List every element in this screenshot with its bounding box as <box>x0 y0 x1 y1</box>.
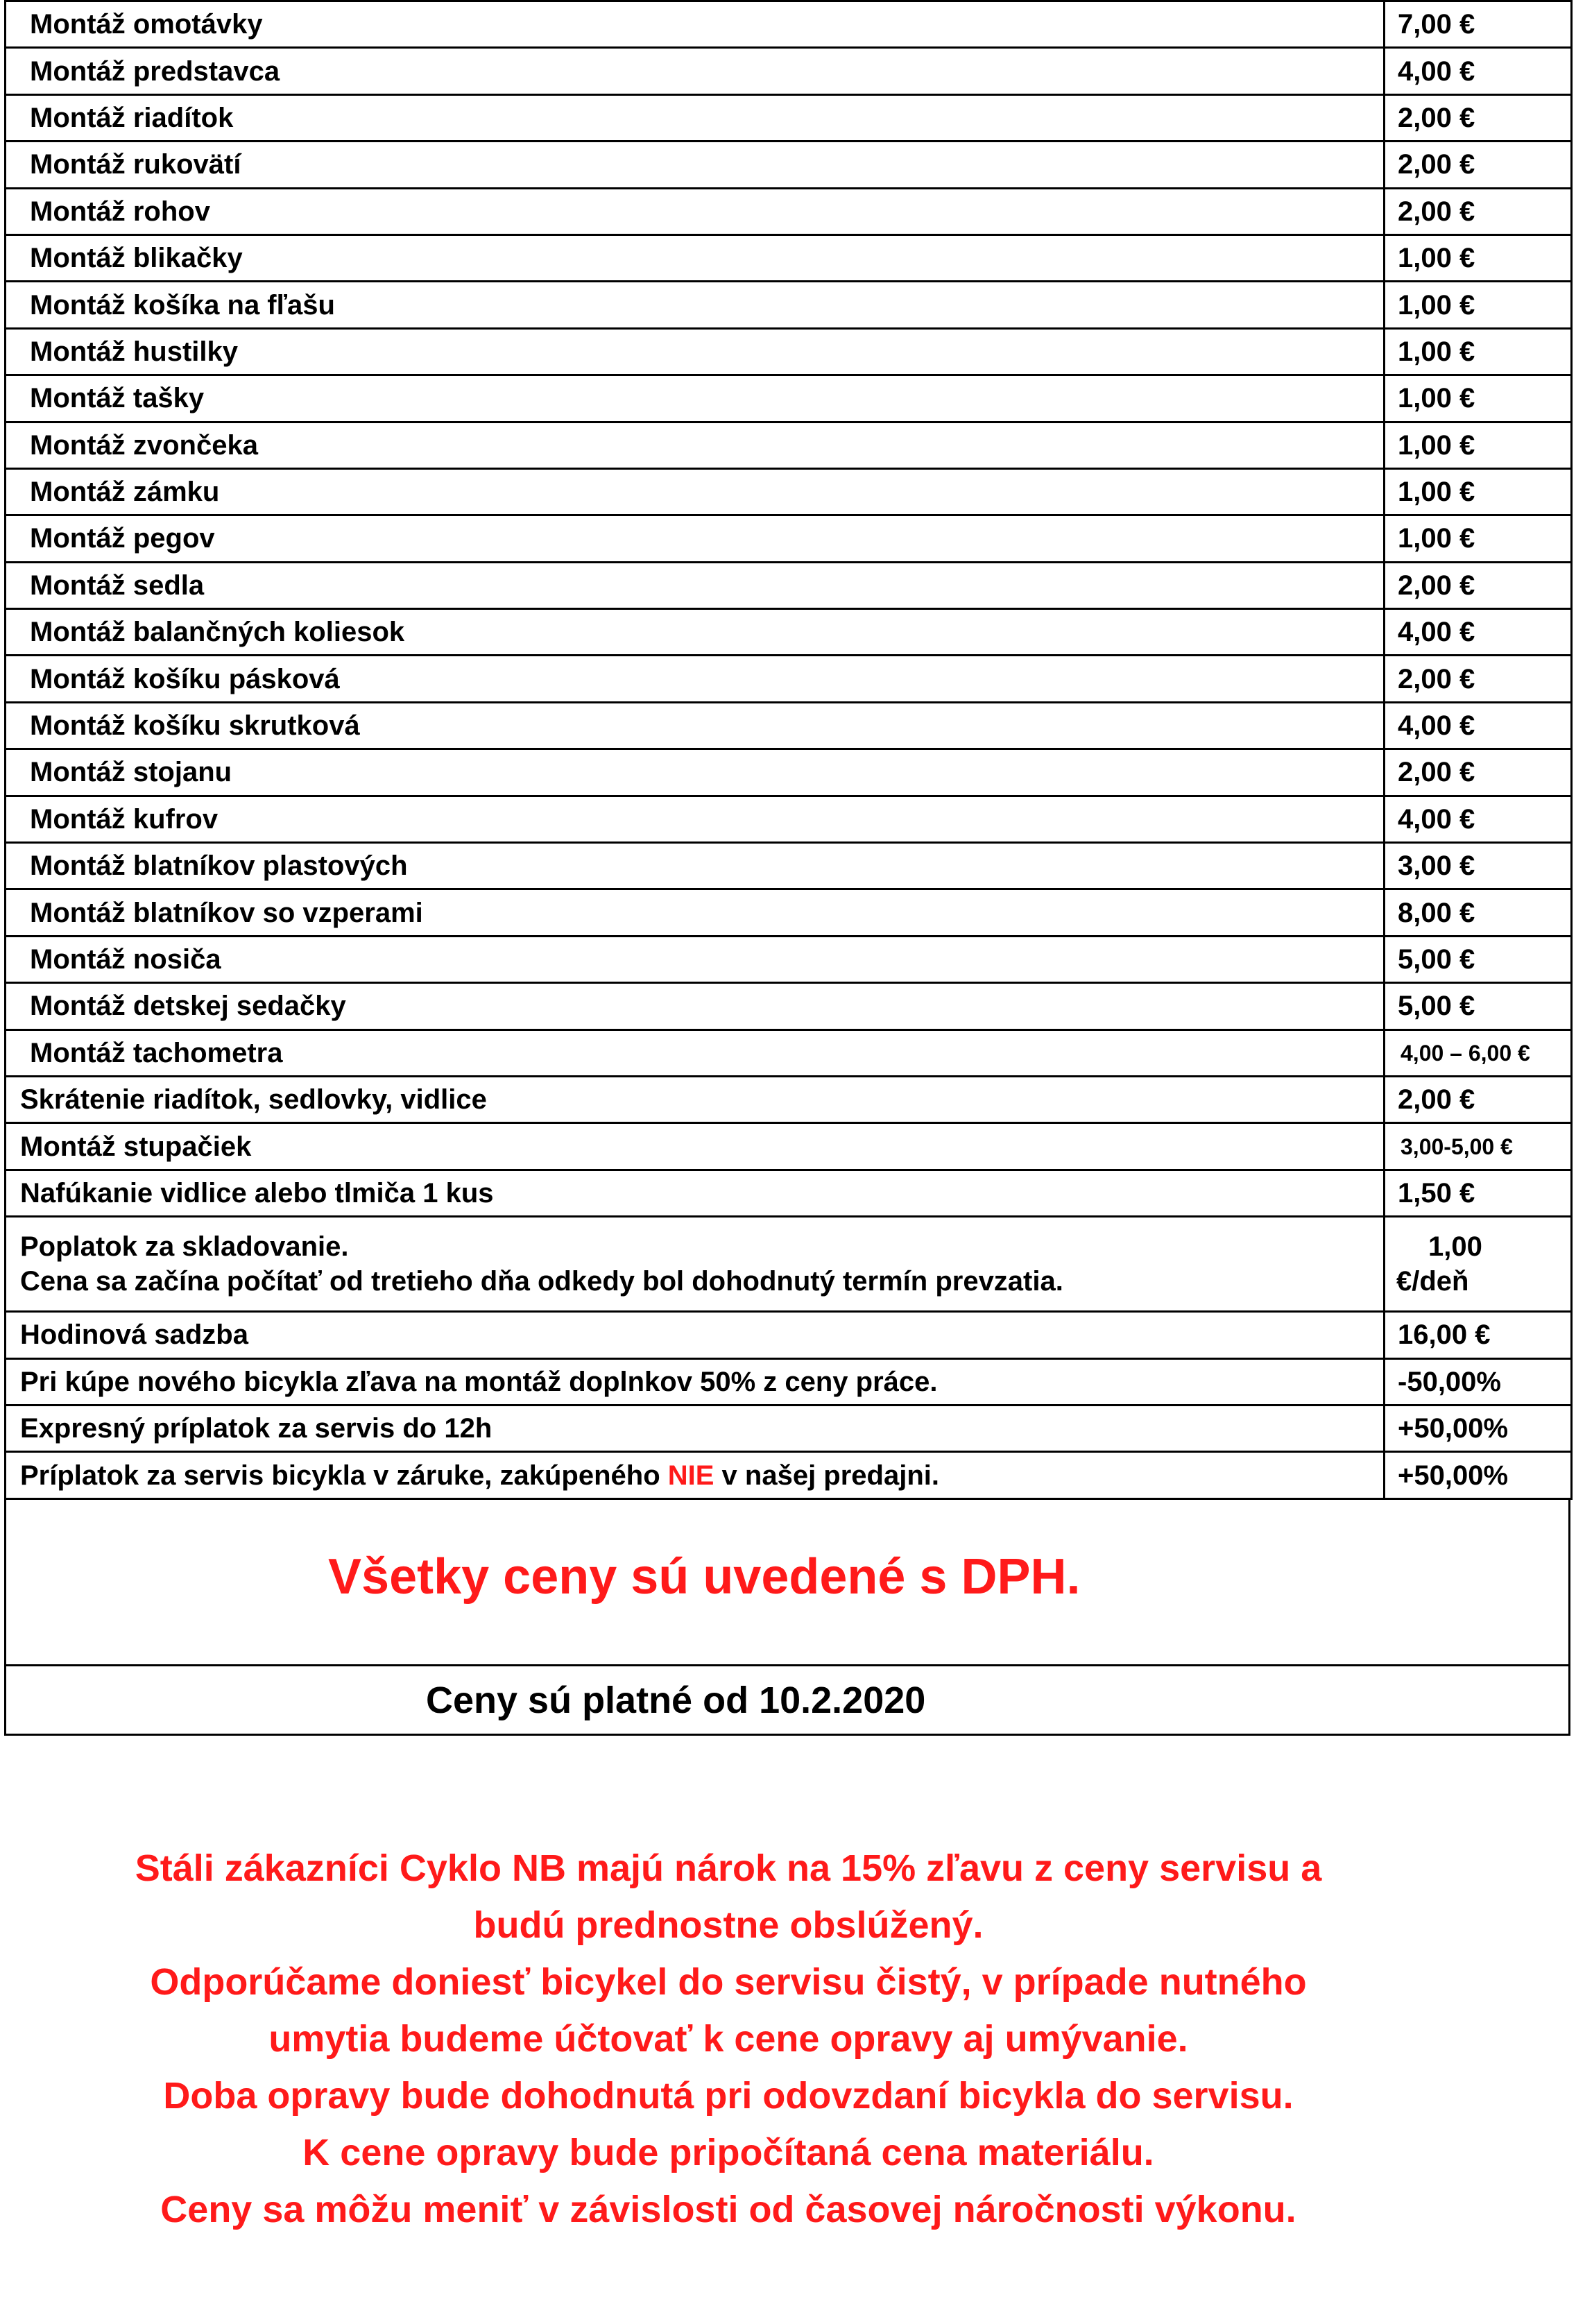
warranty-label-after: v našej predajni. <box>714 1460 940 1491</box>
service-price: 1,00 € <box>1385 328 1572 375</box>
service-label: Montáž košíka na fľašu <box>6 282 1385 328</box>
table-row <box>6 1170 1572 1216</box>
service-price: 3,00-5,00 € <box>1385 1123 1572 1170</box>
service-price: 2,00 € <box>1385 656 1572 702</box>
valid-box <box>4 1666 1570 1736</box>
table-row <box>6 234 1572 281</box>
notes <box>0 1840 1457 2238</box>
service-price: 1,00 € <box>1385 515 1572 562</box>
table-row <box>6 936 1572 982</box>
service-label: Montáž blikačky <box>6 234 1385 281</box>
new-bike-label: Pri kúpe nového bicykla zľava na montáž doplnkov 50% z ceny práce. <box>6 1358 1385 1405</box>
service-label: Montáž stupačiek <box>6 1123 1385 1170</box>
service-label: Montáž hustilky <box>6 328 1385 375</box>
note-line: umytia budeme účtovať k cene opravy aj umývanie. <box>268 2018 1188 2060</box>
table-row <box>6 1029 1572 1076</box>
table-row <box>6 843 1572 889</box>
service-label: Montáž balančných koliesok <box>6 609 1385 656</box>
note-line: Ceny sa môžu meniť v závislosti od časovej náročnosti výkonu. <box>160 2189 1296 2230</box>
new-bike-price: -50,00% <box>1385 1358 1572 1405</box>
service-label: Montáž rukovätí <box>6 142 1385 188</box>
table-row <box>6 515 1572 562</box>
table-row <box>6 1123 1572 1170</box>
table-row <box>6 375 1572 422</box>
service-price: 1,00 € <box>1385 375 1572 422</box>
note-line: budú prednostne obslúžený. <box>473 1904 984 1946</box>
service-label: Montáž košíku pásková <box>6 656 1385 702</box>
table-row <box>6 609 1572 656</box>
price-sheet <box>4 0 1570 1736</box>
table-row <box>6 656 1572 702</box>
warranty-label-before: Príplatok za servis bicykla v záruke, zakúpeného <box>20 1460 668 1491</box>
service-label: Montáž stojanu <box>6 749 1385 796</box>
warranty-label <box>6 1452 1385 1498</box>
storage-label <box>6 1217 1385 1312</box>
warranty-price: +50,00% <box>1385 1452 1572 1498</box>
table-row <box>6 468 1572 515</box>
note-line: Doba opravy bude dohodnutá pri odovzdaní bicykla do servisu. <box>163 2075 1294 2117</box>
vat-box <box>4 1500 1570 1666</box>
note-line: Odporúčame doniesť bicykel do servisu čistý, v prípade nutného <box>150 1961 1307 2003</box>
vat-note: Všetky ceny sú uvedené s DPH. <box>328 1548 1081 1605</box>
table-row <box>6 749 1572 796</box>
table-row <box>6 188 1572 234</box>
service-price: 1,50 € <box>1385 1170 1572 1216</box>
table-row <box>6 328 1572 375</box>
service-price: 1,00 € <box>1385 422 1572 468</box>
service-price: 4,00 – 6,00 € <box>1385 1029 1572 1076</box>
service-price: 3,00 € <box>1385 843 1572 889</box>
service-label: Montáž sedla <box>6 562 1385 608</box>
valid-from: Ceny sú platné od 10.2.2020 <box>426 1679 926 1721</box>
service-label: Montáž omotávky <box>6 1 1385 48</box>
service-label: Montáž rohov <box>6 188 1385 234</box>
service-label: Montáž košíku skrutková <box>6 702 1385 749</box>
service-label: Montáž nosiča <box>6 936 1385 982</box>
service-label: Montáž zámku <box>6 468 1385 515</box>
service-price: 1,00 € <box>1385 468 1572 515</box>
service-label: Montáž pegov <box>6 515 1385 562</box>
service-price: 2,00 € <box>1385 142 1572 188</box>
table-row-storage <box>6 1217 1572 1312</box>
service-price: 2,00 € <box>1385 1076 1572 1122</box>
hourly-label: Hodinová sadzba <box>6 1312 1385 1358</box>
service-price: 1,00 € <box>1385 234 1572 281</box>
table-row <box>6 94 1572 141</box>
service-label: Montáž tašky <box>6 375 1385 422</box>
service-price: 2,00 € <box>1385 188 1572 234</box>
service-price: 7,00 € <box>1385 1 1572 48</box>
note-line: Stáli zákazníci Cyklo NB majú nárok na 15% zľavu z ceny servisu a <box>135 1847 1322 1889</box>
note-line: K cene opravy bude pripočítaná cena materiálu. <box>302 2132 1154 2173</box>
service-label: Skrátenie riadítok, sedlovky, vidlice <box>6 1076 1385 1122</box>
table-row <box>6 796 1572 842</box>
storage-label-line1: Poplatok za skladovanie. <box>20 1231 349 1263</box>
table-row <box>6 1076 1572 1122</box>
service-label: Montáž detskej sedačky <box>6 983 1385 1029</box>
service-price: 1,00 € <box>1385 282 1572 328</box>
table-row <box>6 889 1572 936</box>
price-table <box>4 0 1573 1500</box>
express-label: Expresný príplatok za servis do 12h <box>6 1405 1385 1451</box>
service-label: Montáž kufrov <box>6 796 1385 842</box>
table-row <box>6 983 1572 1029</box>
table-row-hourly <box>6 1312 1572 1358</box>
storage-price-line1: 1,00 <box>1428 1231 1482 1263</box>
price-rows-extra <box>6 1217 1572 1499</box>
service-price: 4,00 € <box>1385 48 1572 94</box>
table-row-new-bike <box>6 1358 1572 1405</box>
service-label: Montáž tachometra <box>6 1029 1385 1076</box>
table-row <box>6 422 1572 468</box>
service-label: Nafúkanie vidlice alebo tlmiča 1 kus <box>6 1170 1385 1216</box>
service-price: 2,00 € <box>1385 562 1572 608</box>
service-price: 4,00 € <box>1385 702 1572 749</box>
service-label: Montáž blatníkov so vzperami <box>6 889 1385 936</box>
express-price: +50,00% <box>1385 1405 1572 1451</box>
table-row <box>6 282 1572 328</box>
service-price: 2,00 € <box>1385 94 1572 141</box>
table-row <box>6 702 1572 749</box>
storage-label-line2: Cena sa začína počítať od tretieho dňa odkedy bol dohodnutý termín prevzatia. <box>20 1266 1063 1297</box>
service-label: Montáž zvončeka <box>6 422 1385 468</box>
service-price: 2,00 € <box>1385 749 1572 796</box>
service-label: Montáž riadítok <box>6 94 1385 141</box>
service-label: Montáž blatníkov plastových <box>6 843 1385 889</box>
service-price: 5,00 € <box>1385 936 1572 982</box>
table-row-express <box>6 1405 1572 1451</box>
service-price: 5,00 € <box>1385 983 1572 1029</box>
service-price: 4,00 € <box>1385 796 1572 842</box>
service-label: Montáž predstavca <box>6 48 1385 94</box>
hourly-price: 16,00 € <box>1385 1312 1572 1358</box>
table-row-warranty <box>6 1452 1572 1498</box>
table-row <box>6 142 1572 188</box>
warranty-label-highlight: NIE <box>667 1460 714 1491</box>
table-row <box>6 1 1572 48</box>
table-row <box>6 48 1572 94</box>
storage-price <box>1385 1217 1572 1312</box>
service-price: 8,00 € <box>1385 889 1572 936</box>
table-row <box>6 562 1572 608</box>
storage-price-line2: €/deň <box>1396 1266 1469 1297</box>
service-price: 4,00 € <box>1385 609 1572 656</box>
price-rows <box>6 1 1572 1217</box>
